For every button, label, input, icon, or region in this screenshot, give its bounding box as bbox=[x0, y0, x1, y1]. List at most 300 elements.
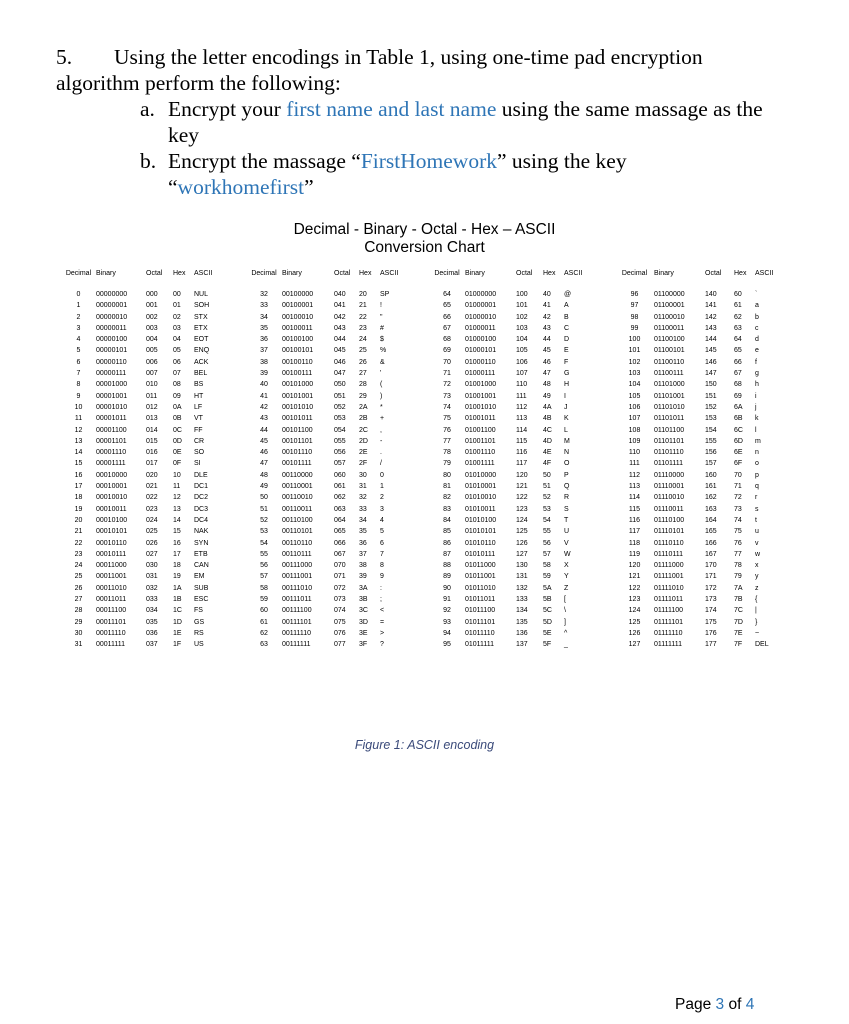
cell-ascii: ! bbox=[380, 302, 382, 310]
cell-hex: 64 bbox=[734, 336, 742, 344]
cell-hex: 3E bbox=[359, 629, 368, 637]
cell-decimal: 22 bbox=[74, 539, 83, 547]
cell-binary: 01011011 bbox=[465, 596, 496, 604]
cell-hex: 10 bbox=[173, 471, 181, 479]
header-ascii: ASCII bbox=[755, 270, 774, 277]
table-row bbox=[61, 323, 785, 334]
cell-decimal: 72 bbox=[443, 381, 451, 389]
cell-hex: 25 bbox=[359, 347, 367, 355]
cell-binary: 01010110 bbox=[465, 539, 496, 547]
cell-hex: 1F bbox=[173, 641, 182, 649]
cell-hex: 54 bbox=[543, 516, 551, 524]
cell-decimal: 7 bbox=[76, 370, 81, 378]
cell-decimal: 48 bbox=[260, 471, 268, 479]
cell-binary: 01000010 bbox=[465, 313, 497, 321]
cell-hex: 38 bbox=[359, 562, 367, 570]
cell-octal: 063 bbox=[334, 505, 346, 513]
cell-binary: 00110011 bbox=[282, 505, 313, 513]
cell-decimal: 23 bbox=[74, 550, 83, 558]
cell-decimal: 113 bbox=[628, 483, 641, 491]
cell-binary: 00001111 bbox=[96, 460, 126, 468]
cell-octal: 152 bbox=[705, 403, 717, 411]
table-row bbox=[61, 425, 785, 436]
cell-decimal: 47 bbox=[260, 460, 268, 468]
cell-hex: 60 bbox=[734, 291, 742, 298]
cell-ascii: RS bbox=[194, 629, 204, 637]
cell-octal: 033 bbox=[146, 596, 158, 604]
cell-octal: 042 bbox=[334, 313, 346, 321]
cell-hex: 6A bbox=[734, 403, 743, 411]
cell-octal: 140 bbox=[705, 291, 717, 298]
cell-decimal: 50 bbox=[260, 494, 268, 502]
cell-ascii: B bbox=[564, 313, 569, 321]
cell-binary: 01101100 bbox=[654, 426, 685, 434]
cell-octal: 117 bbox=[516, 460, 528, 468]
cell-ascii: v bbox=[755, 539, 759, 547]
cell-hex: 29 bbox=[359, 392, 367, 400]
cell-ascii: d bbox=[755, 336, 759, 344]
header-hex: Hex bbox=[734, 270, 747, 277]
cell-ascii: b bbox=[755, 313, 759, 321]
cell-decimal: 73 bbox=[443, 392, 451, 400]
page-sep: of bbox=[724, 996, 746, 1013]
cell-hex: 5C bbox=[543, 607, 552, 615]
cell-ascii: 2 bbox=[380, 494, 384, 502]
cell-octal: 064 bbox=[334, 516, 346, 524]
cell-octal: 131 bbox=[516, 573, 528, 581]
cell-ascii: CAN bbox=[194, 562, 209, 570]
cell-octal: 020 bbox=[146, 471, 158, 479]
cell-ascii: ESC bbox=[194, 596, 209, 604]
cell-decimal: 93 bbox=[443, 618, 451, 626]
cell-ascii: EM bbox=[194, 573, 205, 581]
chart-title-line-1: Decimal - Binary - Octal - Hex – ASCII bbox=[293, 221, 556, 238]
cell-ascii: g bbox=[755, 370, 759, 378]
cell-hex: 21 bbox=[359, 302, 367, 310]
cell-hex: 2C bbox=[359, 426, 368, 434]
cell-hex: 09 bbox=[173, 392, 181, 400]
cell-decimal: 38 bbox=[260, 358, 268, 366]
cell-hex: 78 bbox=[734, 562, 742, 570]
cell-octal: 027 bbox=[146, 550, 158, 558]
cell-ascii: ; bbox=[380, 596, 382, 604]
cell-hex: 6B bbox=[734, 415, 743, 423]
cell-hex: 62 bbox=[734, 313, 742, 321]
cell-octal: 067 bbox=[334, 550, 346, 558]
cell-decimal: 56 bbox=[260, 562, 268, 570]
cell-decimal: 85 bbox=[443, 528, 451, 536]
cell-octal: 121 bbox=[516, 483, 528, 491]
cell-binary: 01010000 bbox=[465, 471, 497, 479]
cell-octal: 111 bbox=[516, 392, 527, 400]
cell-hex: 58 bbox=[543, 562, 551, 570]
cell-ascii: X bbox=[564, 562, 569, 570]
cell-decimal: 15 bbox=[74, 460, 83, 468]
cell-octal: 107 bbox=[516, 370, 528, 378]
cell-hex: 01 bbox=[173, 302, 181, 310]
sub-a-highlight: first name and last name bbox=[286, 97, 497, 121]
cell-octal: 123 bbox=[516, 505, 528, 513]
cell-ascii: { bbox=[755, 596, 758, 604]
cell-octal: 130 bbox=[516, 562, 528, 570]
cell-hex: 2A bbox=[359, 403, 368, 411]
cell-ascii: ) bbox=[380, 392, 383, 400]
cell-ascii: k bbox=[755, 415, 759, 423]
cell-octal: 103 bbox=[516, 324, 528, 332]
cell-ascii: STX bbox=[194, 313, 208, 321]
table-row bbox=[61, 639, 785, 650]
cell-octal: 122 bbox=[516, 494, 528, 502]
cell-hex: 5F bbox=[543, 641, 552, 649]
cell-decimal: 119 bbox=[628, 550, 641, 558]
cell-ascii: F bbox=[564, 358, 569, 366]
cell-decimal: 33 bbox=[260, 302, 268, 310]
cell-decimal: 108 bbox=[628, 426, 641, 434]
cell-hex: 50 bbox=[543, 471, 551, 479]
cell-hex: 48 bbox=[543, 381, 551, 389]
cell-hex: 53 bbox=[543, 505, 551, 513]
cell-ascii: I bbox=[564, 392, 566, 400]
cell-hex: 18 bbox=[173, 562, 181, 570]
cell-hex: 46 bbox=[543, 358, 551, 366]
cell-hex: 67 bbox=[734, 370, 742, 378]
cell-octal: 065 bbox=[334, 528, 346, 536]
cell-ascii: 1 bbox=[380, 483, 384, 491]
cell-octal: 110 bbox=[516, 381, 528, 389]
cell-decimal: 20 bbox=[74, 516, 83, 524]
cell-ascii: DC3 bbox=[194, 505, 209, 513]
cell-hex: 7C bbox=[734, 607, 743, 615]
cell-ascii: J bbox=[564, 403, 568, 411]
cell-binary: 00111001 bbox=[282, 573, 313, 581]
cell-ascii: 9 bbox=[380, 573, 384, 581]
cell-octal: 032 bbox=[146, 584, 158, 592]
cell-hex: 11 bbox=[173, 483, 181, 491]
cell-decimal: 41 bbox=[260, 392, 268, 400]
cell-decimal: 98 bbox=[630, 313, 639, 321]
cell-decimal: 69 bbox=[443, 347, 451, 355]
cell-decimal: 83 bbox=[443, 505, 451, 513]
cell-decimal: 61 bbox=[260, 618, 268, 626]
cell-binary: 00010001 bbox=[96, 483, 128, 491]
cell-binary: 01101101 bbox=[654, 437, 685, 445]
cell-hex: 63 bbox=[734, 324, 742, 332]
cell-binary: 01101001 bbox=[654, 392, 685, 400]
cell-decimal: 96 bbox=[630, 291, 639, 298]
cell-hex: 1E bbox=[173, 629, 182, 637]
cell-hex: 75 bbox=[734, 528, 742, 536]
cell-hex: 57 bbox=[543, 550, 551, 558]
cell-hex: 4D bbox=[543, 437, 552, 445]
cell-octal: 023 bbox=[146, 505, 158, 513]
cell-decimal: 67 bbox=[443, 324, 451, 332]
cell-decimal: 16 bbox=[74, 471, 83, 479]
cell-octal: 037 bbox=[146, 641, 158, 649]
cell-decimal: 34 bbox=[260, 313, 268, 321]
cell-octal: 022 bbox=[146, 494, 158, 502]
cell-decimal: 25 bbox=[74, 573, 83, 581]
cell-decimal: 84 bbox=[443, 516, 451, 524]
cell-octal: 071 bbox=[334, 573, 346, 581]
cell-hex: 31 bbox=[359, 483, 367, 491]
cell-octal: 177 bbox=[705, 641, 717, 649]
cell-ascii: > bbox=[380, 629, 385, 637]
cell-hex: 3C bbox=[359, 607, 368, 615]
cell-hex: 12 bbox=[173, 494, 181, 502]
cell-binary: 00000110 bbox=[96, 358, 127, 366]
cell-ascii: DC1 bbox=[194, 483, 209, 491]
cell-decimal: 120 bbox=[628, 562, 641, 570]
cell-decimal: 30 bbox=[74, 629, 83, 637]
cell-octal: 175 bbox=[705, 618, 717, 626]
cell-hex: 5E bbox=[543, 629, 552, 637]
cell-binary: 01001100 bbox=[465, 426, 496, 434]
cell-ascii: T bbox=[564, 516, 569, 524]
cell-decimal: 78 bbox=[443, 449, 451, 457]
cell-decimal: 5 bbox=[76, 347, 81, 355]
cell-binary: 00110110 bbox=[282, 539, 313, 547]
cell-octal: 006 bbox=[146, 358, 158, 366]
cell-octal: 174 bbox=[705, 607, 717, 615]
cell-binary: 01010010 bbox=[465, 494, 497, 502]
cell-hex: 1B bbox=[173, 596, 182, 604]
cell-binary: 01101011 bbox=[654, 415, 685, 423]
cell-octal: 074 bbox=[334, 607, 346, 615]
cell-decimal: 89 bbox=[443, 573, 451, 581]
cell-octal: 145 bbox=[705, 347, 717, 355]
cell-binary: 00111100 bbox=[282, 607, 312, 615]
cell-ascii: N bbox=[564, 449, 570, 457]
cell-hex: 15 bbox=[173, 528, 181, 536]
sub-a-text: Encrypt your bbox=[168, 97, 287, 121]
cell-binary: 00001100 bbox=[96, 426, 127, 434]
cell-decimal: 52 bbox=[260, 516, 268, 524]
cell-ascii: ACK bbox=[194, 358, 209, 366]
header-ascii: ASCII bbox=[194, 270, 213, 277]
question-line-2: algorithm perform the following: bbox=[56, 71, 341, 95]
cell-binary: 00000010 bbox=[96, 313, 128, 321]
table-row bbox=[61, 526, 785, 537]
cell-hex: 20 bbox=[359, 291, 367, 298]
cell-hex: 1A bbox=[173, 584, 182, 592]
cell-hex: 61 bbox=[734, 302, 742, 310]
cell-octal: 034 bbox=[146, 607, 158, 615]
cell-ascii: S bbox=[564, 505, 569, 513]
cell-binary: 01111111 bbox=[654, 641, 683, 649]
cell-ascii: / bbox=[380, 460, 382, 468]
cell-ascii: f bbox=[755, 358, 757, 366]
cell-hex: 0A bbox=[173, 403, 182, 411]
cell-ascii: Z bbox=[564, 584, 569, 592]
header-octal: Octal bbox=[334, 270, 351, 277]
cell-octal: 135 bbox=[516, 618, 528, 626]
cell-hex: 37 bbox=[359, 550, 367, 558]
cell-ascii: x bbox=[755, 562, 759, 570]
cell-octal: 021 bbox=[146, 483, 158, 491]
ascii-conversion-table bbox=[61, 270, 785, 651]
cell-binary: 01100011 bbox=[654, 324, 685, 332]
cell-octal: 156 bbox=[705, 449, 717, 457]
cell-hex: 13 bbox=[173, 505, 181, 513]
cell-binary: 00100001 bbox=[282, 302, 314, 310]
cell-binary: 01101010 bbox=[654, 403, 685, 411]
cell-binary: 01110111 bbox=[654, 550, 684, 558]
cell-ascii: " bbox=[380, 313, 383, 321]
cell-binary: 00001110 bbox=[96, 449, 127, 457]
cell-binary: 00001101 bbox=[96, 437, 127, 445]
table-header-row bbox=[61, 270, 785, 289]
cell-hex: 6E bbox=[734, 449, 743, 457]
sub-b-close-quote: ” bbox=[304, 175, 314, 199]
cell-ascii: l bbox=[755, 426, 757, 434]
table-row bbox=[61, 458, 785, 469]
table-row bbox=[61, 560, 785, 571]
cell-decimal: 12 bbox=[74, 426, 83, 434]
chart-title-line-2: Conversion Chart bbox=[364, 239, 485, 256]
cell-hex: 30 bbox=[359, 471, 367, 479]
cell-decimal: 11 bbox=[74, 415, 83, 423]
table-row bbox=[61, 504, 785, 515]
cell-hex: 79 bbox=[734, 573, 742, 581]
cell-binary: 01010111 bbox=[465, 550, 496, 558]
table-row bbox=[61, 605, 785, 616]
cell-decimal: 21 bbox=[74, 528, 83, 536]
cell-decimal: 122 bbox=[628, 584, 641, 592]
cell-ascii: SP bbox=[380, 291, 390, 298]
cell-hex: 49 bbox=[543, 392, 551, 400]
cell-binary: 01111010 bbox=[654, 584, 684, 592]
cell-ascii: } bbox=[755, 618, 758, 626]
cell-binary: 01001010 bbox=[465, 403, 497, 411]
cell-binary: 01011010 bbox=[465, 584, 496, 592]
cell-ascii: j bbox=[755, 403, 757, 411]
cell-hex: 36 bbox=[359, 539, 367, 547]
cell-binary: 00011000 bbox=[96, 562, 127, 570]
cell-decimal: 94 bbox=[443, 629, 451, 637]
cell-octal: 024 bbox=[146, 516, 158, 524]
cell-binary: 00110000 bbox=[282, 471, 313, 479]
table-row bbox=[61, 571, 785, 582]
header-ascii: ASCII bbox=[380, 270, 399, 277]
cell-binary: 00100101 bbox=[282, 347, 314, 355]
cell-octal: 120 bbox=[516, 471, 528, 479]
cell-binary: 00001010 bbox=[96, 403, 128, 411]
cell-decimal: 112 bbox=[628, 471, 641, 479]
cell-ascii: 6 bbox=[380, 539, 384, 547]
cell-binary: 00111011 bbox=[282, 596, 312, 604]
cell-hex: 70 bbox=[734, 471, 742, 479]
cell-ascii: _ bbox=[564, 641, 568, 649]
sub-b-key: workhomefirst bbox=[177, 175, 305, 199]
cell-decimal: 65 bbox=[443, 302, 451, 310]
cell-hex: 42 bbox=[543, 313, 551, 321]
cell-ascii: Q bbox=[564, 483, 570, 491]
cell-decimal: 81 bbox=[443, 483, 451, 491]
header-decimal: Decimal bbox=[434, 270, 460, 277]
cell-binary: 01111110 bbox=[654, 629, 683, 637]
cell-decimal: 10 bbox=[74, 403, 83, 411]
cell-decimal: 44 bbox=[260, 426, 268, 434]
cell-octal: 007 bbox=[146, 370, 158, 378]
cell-decimal: 86 bbox=[443, 539, 451, 547]
header-hex: Hex bbox=[543, 270, 556, 277]
cell-decimal: 109 bbox=[628, 437, 641, 445]
cell-decimal: 91 bbox=[443, 596, 451, 604]
cell-ascii: + bbox=[380, 415, 385, 423]
cell-decimal: 13 bbox=[74, 437, 83, 445]
cell-binary: 00000000 bbox=[96, 291, 128, 298]
cell-binary: 01010101 bbox=[465, 528, 497, 536]
cell-ascii: e bbox=[755, 347, 759, 355]
cell-octal: 100 bbox=[516, 291, 528, 298]
cell-octal: 056 bbox=[334, 449, 346, 457]
cell-octal: 160 bbox=[705, 471, 717, 479]
cell-hex: 59 bbox=[543, 573, 551, 581]
cell-hex: 06 bbox=[173, 358, 181, 366]
cell-hex: 28 bbox=[359, 381, 367, 389]
cell-ascii: NUL bbox=[194, 291, 209, 298]
cell-binary: 00010111 bbox=[96, 550, 127, 558]
cell-octal: 155 bbox=[705, 437, 717, 445]
sub-b-message: FirstHomework bbox=[360, 149, 497, 173]
cell-ascii: W bbox=[564, 550, 571, 558]
cell-ascii: ] bbox=[564, 618, 566, 626]
cell-octal: 147 bbox=[705, 370, 717, 378]
cell-binary: 00101111 bbox=[282, 460, 312, 468]
cell-octal: 124 bbox=[516, 516, 528, 524]
cell-hex: 3B bbox=[359, 596, 368, 604]
cell-binary: 00001001 bbox=[96, 392, 128, 400]
cell-octal: 036 bbox=[146, 629, 158, 637]
cell-hex: 22 bbox=[359, 313, 367, 321]
cell-hex: 23 bbox=[359, 324, 367, 332]
cell-decimal: 125 bbox=[628, 618, 641, 626]
cell-decimal: 66 bbox=[443, 313, 451, 321]
cell-hex: 34 bbox=[359, 516, 367, 524]
cell-hex: 43 bbox=[543, 324, 551, 332]
cell-octal: 000 bbox=[146, 291, 158, 298]
cell-octal: 012 bbox=[146, 403, 158, 411]
cell-ascii: SYN bbox=[194, 539, 209, 547]
cell-binary: 00010000 bbox=[96, 471, 128, 479]
cell-binary: 00100111 bbox=[282, 370, 313, 378]
question-text: Using the letter encodings in Table 1, using one-time pad encryption bbox=[114, 45, 703, 69]
cell-decimal: 80 bbox=[443, 471, 451, 479]
cell-binary: 01110000 bbox=[654, 471, 685, 479]
cell-decimal: 0 bbox=[76, 291, 81, 298]
cell-octal: 051 bbox=[334, 392, 346, 400]
header-octal: Octal bbox=[146, 270, 163, 277]
cell-hex: 0E bbox=[173, 449, 182, 457]
cell-ascii: m bbox=[755, 437, 761, 445]
cell-hex: 07 bbox=[173, 370, 181, 378]
cell-hex: 55 bbox=[543, 528, 551, 536]
cell-decimal: 106 bbox=[628, 403, 641, 411]
cell-binary: 00110010 bbox=[282, 494, 313, 502]
cell-binary: 01010011 bbox=[465, 505, 496, 513]
table-row bbox=[61, 368, 785, 379]
cell-decimal: 105 bbox=[628, 392, 641, 400]
cell-hex: 3A bbox=[359, 584, 368, 592]
cell-hex: 05 bbox=[173, 347, 181, 355]
cell-ascii: VT bbox=[194, 415, 203, 423]
cell-ascii: R bbox=[564, 494, 570, 502]
chart-title bbox=[0, 221, 849, 257]
cell-octal: 172 bbox=[705, 584, 717, 592]
cell-decimal: 6 bbox=[76, 358, 81, 366]
cell-binary: 01000110 bbox=[465, 358, 496, 366]
cell-octal: 144 bbox=[705, 336, 717, 344]
